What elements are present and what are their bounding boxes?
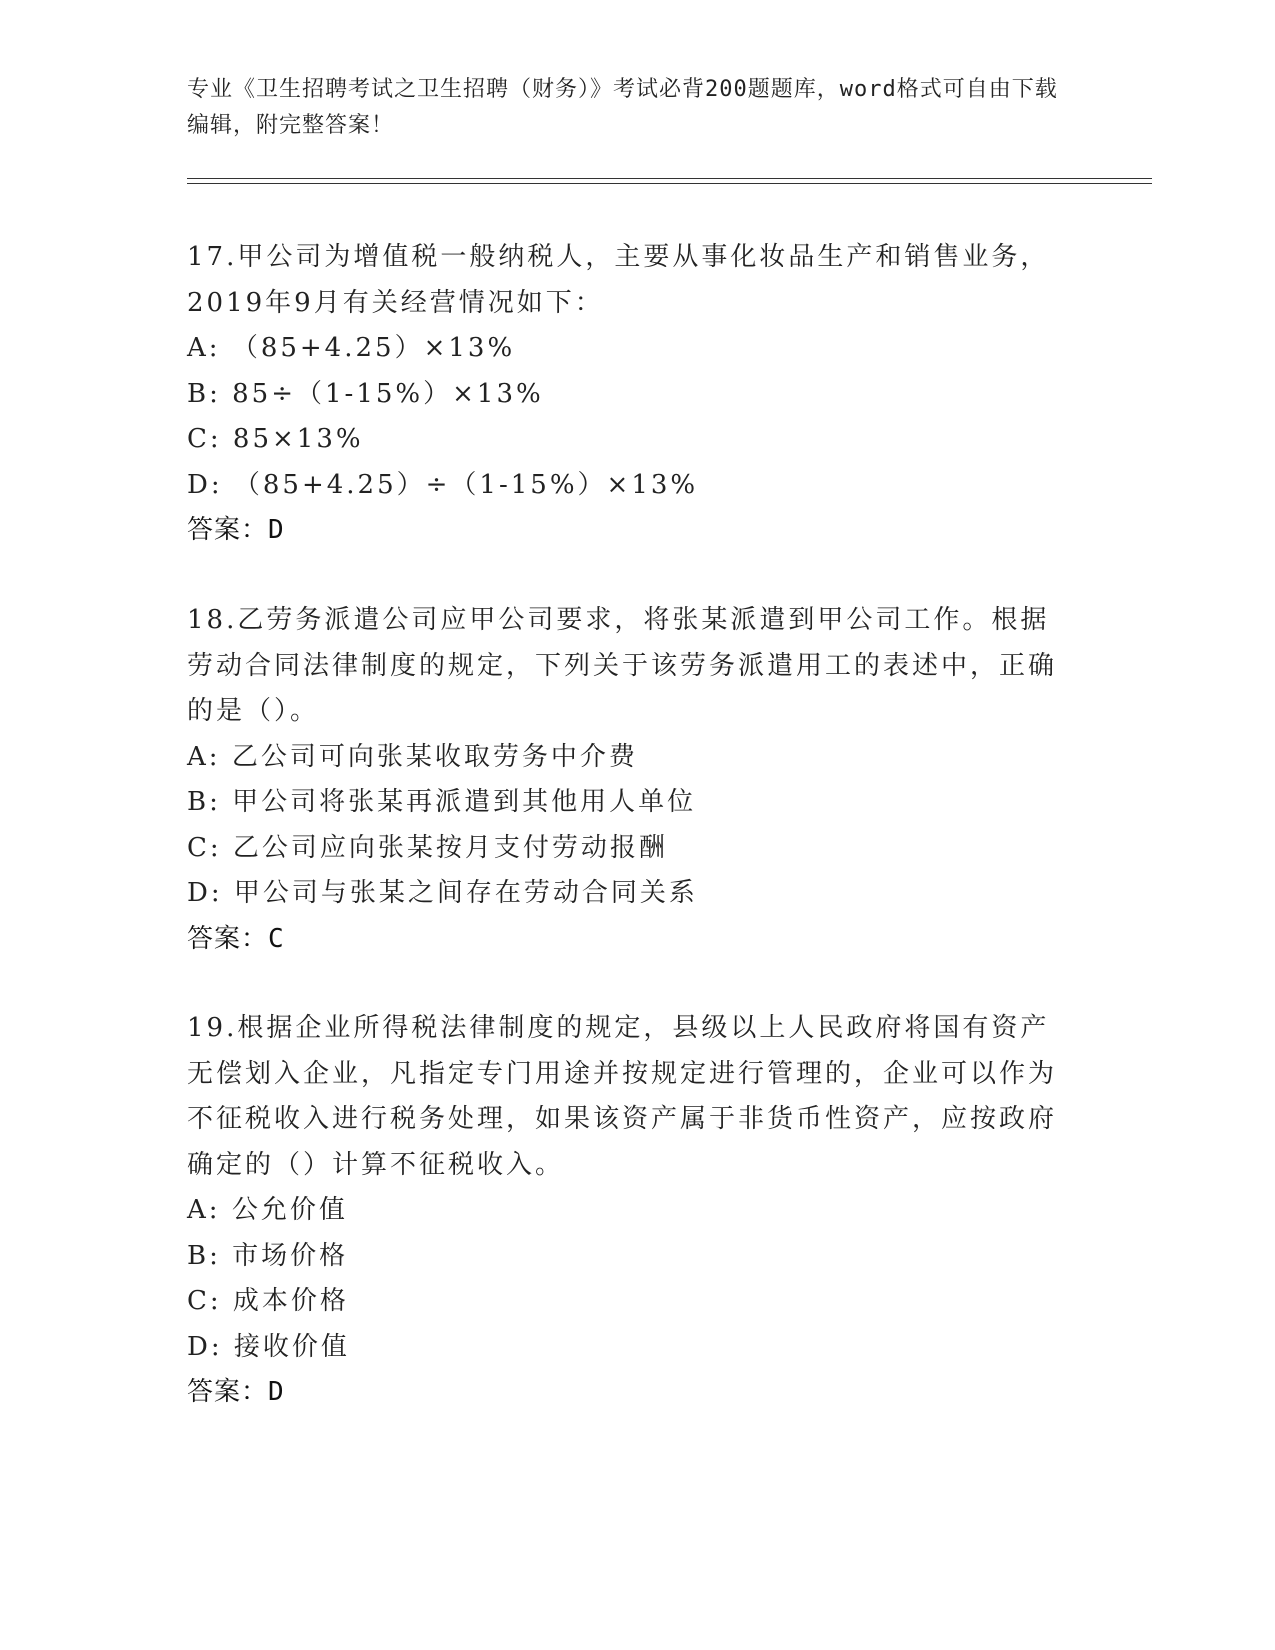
option-c bbox=[187, 1279, 1077, 1325]
option-a bbox=[187, 326, 1077, 372]
option-d bbox=[187, 871, 1077, 917]
answer-label: 答案：D bbox=[187, 1377, 285, 1407]
option-b bbox=[187, 1234, 1077, 1280]
option-text: （85+4.25）×13% bbox=[231, 333, 516, 363]
option-d bbox=[187, 463, 1077, 509]
option-b bbox=[187, 372, 1077, 418]
option-text: 公允价值 bbox=[231, 1195, 348, 1225]
option-list bbox=[187, 326, 1077, 508]
option-c bbox=[187, 826, 1077, 872]
option-text: 乙公司可向张某收取劳务中介费 bbox=[231, 741, 638, 772]
question-stem: 18.乙劳务派遣公司应甲公司要求，将张某派遣到甲公司工作。根据劳动合同法律制度的规定，下列关于该劳务派遣用工的表述中，正确的是（）。 bbox=[187, 605, 1058, 726]
option-letter: C: bbox=[187, 832, 222, 863]
option-letter: A: bbox=[187, 1195, 221, 1225]
question-19 bbox=[187, 1006, 1077, 1416]
option-letter: B: bbox=[187, 378, 221, 409]
option-letter: B: bbox=[187, 787, 221, 817]
question-stem: 17.甲公司为增值税一般纳税人，主要从事化妆品生产和销售业务，2019年9月有关经营情况如下： bbox=[187, 242, 1050, 318]
question-stem: 19.根据企业所得税法律制度的规定，县级以上人民政府将国有资产无偿划入企业，凡指定专门用途并按规定进行管理的，企业可以作为不征税收入进行税务处理，如果该资产属于非货币性资产，应按政府确定的（）计算不征税收入。 bbox=[187, 1013, 1058, 1180]
answer-label: 答案：C bbox=[187, 923, 285, 954]
option-b bbox=[187, 780, 1077, 826]
option-text: 甲公司与张某之间存在劳动合同关系 bbox=[233, 878, 698, 908]
option-list bbox=[187, 1188, 1077, 1370]
option-letter: A: bbox=[187, 333, 221, 363]
option-text: （85+4.25）÷（1-15%）×13% bbox=[233, 469, 699, 500]
option-text: 成本价格 bbox=[232, 1286, 349, 1316]
option-text: 接收价值 bbox=[233, 1331, 350, 1362]
option-letter: D: bbox=[187, 1331, 223, 1362]
question-17 bbox=[187, 235, 1077, 554]
option-a bbox=[187, 1188, 1077, 1234]
option-list bbox=[187, 735, 1077, 917]
option-letter: B: bbox=[187, 1240, 221, 1271]
option-letter: C: bbox=[187, 1286, 222, 1316]
option-d bbox=[187, 1325, 1077, 1371]
option-text: 85×13% bbox=[232, 424, 364, 454]
option-a bbox=[187, 735, 1077, 781]
option-letter: A: bbox=[187, 741, 221, 772]
option-letter: D: bbox=[187, 878, 223, 908]
question-18 bbox=[187, 598, 1077, 962]
document-header: 专业《卫生招聘考试之卫生招聘（财务）》考试必背200题题库，word格式可自由下载编辑，附完整答案！ bbox=[187, 77, 1058, 138]
option-letter: C: bbox=[187, 424, 222, 454]
option-text: 乙公司应向张某按月支付劳动报酬 bbox=[232, 832, 668, 863]
option-c bbox=[187, 417, 1077, 463]
option-text: 甲公司将张某再派遣到其他用人单位 bbox=[232, 787, 697, 817]
option-text: 85÷（1-15%）×13% bbox=[232, 378, 544, 409]
header-divider-top bbox=[187, 178, 1152, 179]
answer-label: 答案：D bbox=[187, 515, 285, 545]
option-text: 市场价格 bbox=[232, 1240, 349, 1271]
header-divider-bottom bbox=[187, 183, 1152, 184]
option-letter: D: bbox=[187, 469, 223, 500]
